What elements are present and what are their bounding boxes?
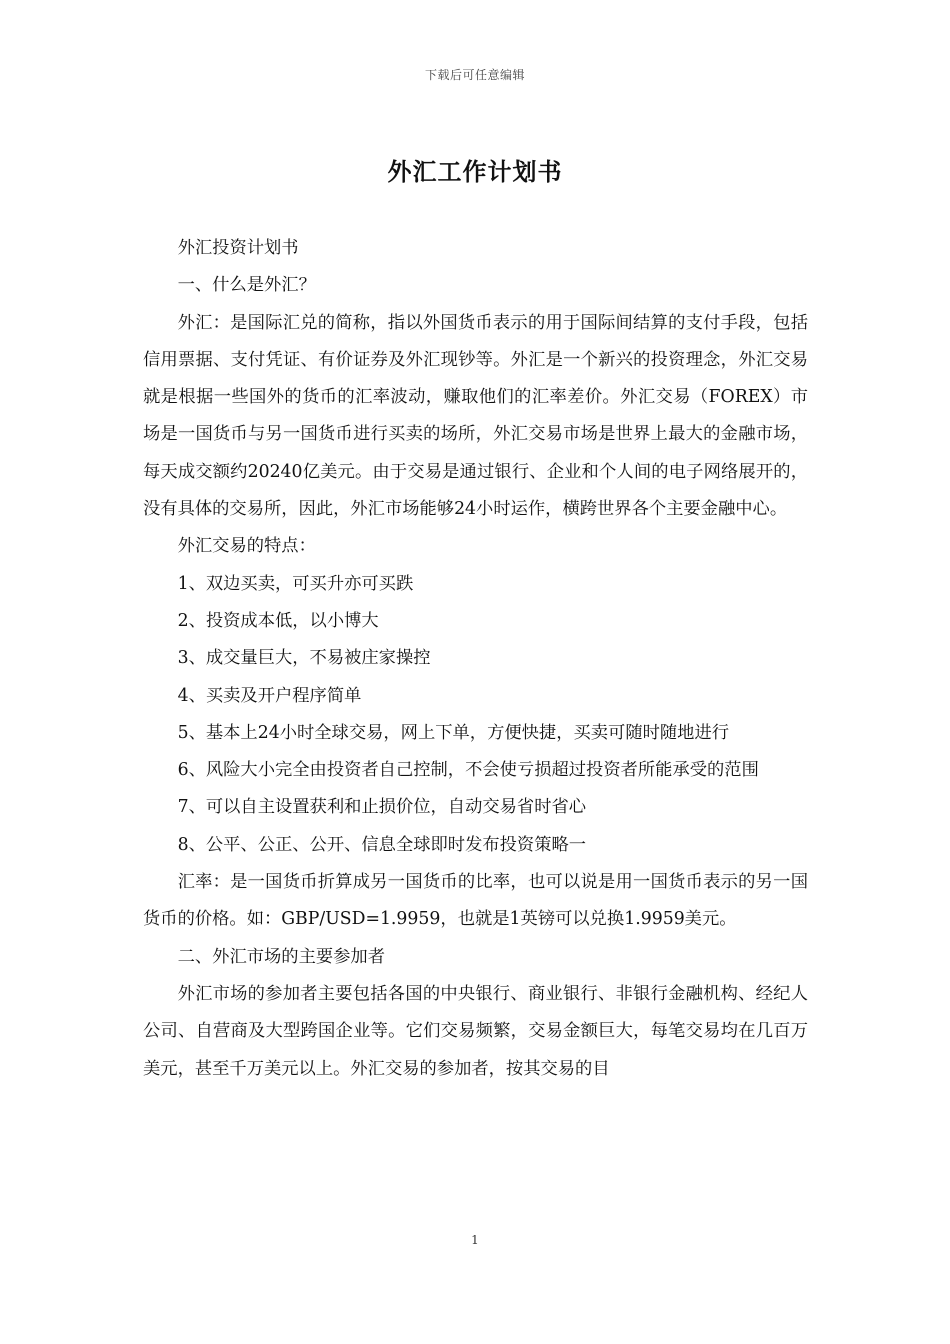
heading-participants: 二、外汇市场的主要参加者 xyxy=(177,946,385,967)
list-item: 5、基本上24小时全球交易，网上下单，方便快捷，买卖可随时随地进行 xyxy=(177,722,730,743)
list-item: 1、双边买卖，可买升亦可买跌 xyxy=(177,573,414,594)
list-item: 7、可以自主设置获利和止损价位，自动交易省时省心 xyxy=(177,797,587,818)
list-item: 8、公平、公正、公开、信息全球即时发布投资策略一 xyxy=(177,834,587,855)
list-item: 4、买卖及开户程序简单 xyxy=(177,685,362,706)
document-body xyxy=(143,230,808,1088)
page-header: 下载后可任意编辑 xyxy=(424,68,525,82)
list-item: 3、成交量巨大，不易被庄家操控 xyxy=(177,648,431,669)
heading-features: 外汇交易的特点： xyxy=(177,536,316,557)
paragraph-subtitle: 外汇投资计划书 xyxy=(177,238,299,258)
paragraph-participants: 外汇市场的参加者主要包括各国的中央银行、商业银行、非银行金融机构、经纪人公司、自营商及大型跨国企业等。它们交易频繁，交易金额巨大，每笔交易均在几百万美元，甚至千万美元以上。外汇交易的参加者，按其交易的目 xyxy=(143,983,808,1079)
paragraph-forex-definition: 外汇：是国际汇兑的简称，指以外国货币表示的用于国际间结算的支付手段，包括信用票据、支付凭证、有价证券及外汇现钞等。外汇是一个新兴的投资理念，外汇交易就是根据一些国外的货币的汇率波动，赚取他们的汇率差价。外汇交易（FOREX）市场是一国货币与另一国货币进行买卖的场所，外汇交易市场是世界上最大的金融市场，每天成交额约20240亿美元。由于交易是通过银行、企业和个人间的电子网络展开的，没有具体的交易所，因此，外汇市场能够24小时运作，横跨世界各个主要金融中心。 xyxy=(143,312,808,520)
paragraph-exchange-rate: 汇率：是一国货币折算成另一国货币的比率，也可以说是用一国货币表示的另一国货币的价格。如：GBP/USD=1.9959，也就是1英镑可以兑换1.9959美元。 xyxy=(143,872,808,930)
list-item: 2、投资成本低，以小博大 xyxy=(177,610,379,631)
list-item: 6、风险大小完全由投资者自己控制，不会使亏损超过投资者所能承受的范围 xyxy=(177,760,759,781)
page-number: 1 xyxy=(471,1233,479,1247)
document-title: 外汇工作计划书 xyxy=(387,157,563,186)
heading-what-is-forex: 一、什么是外汇？ xyxy=(177,275,316,296)
